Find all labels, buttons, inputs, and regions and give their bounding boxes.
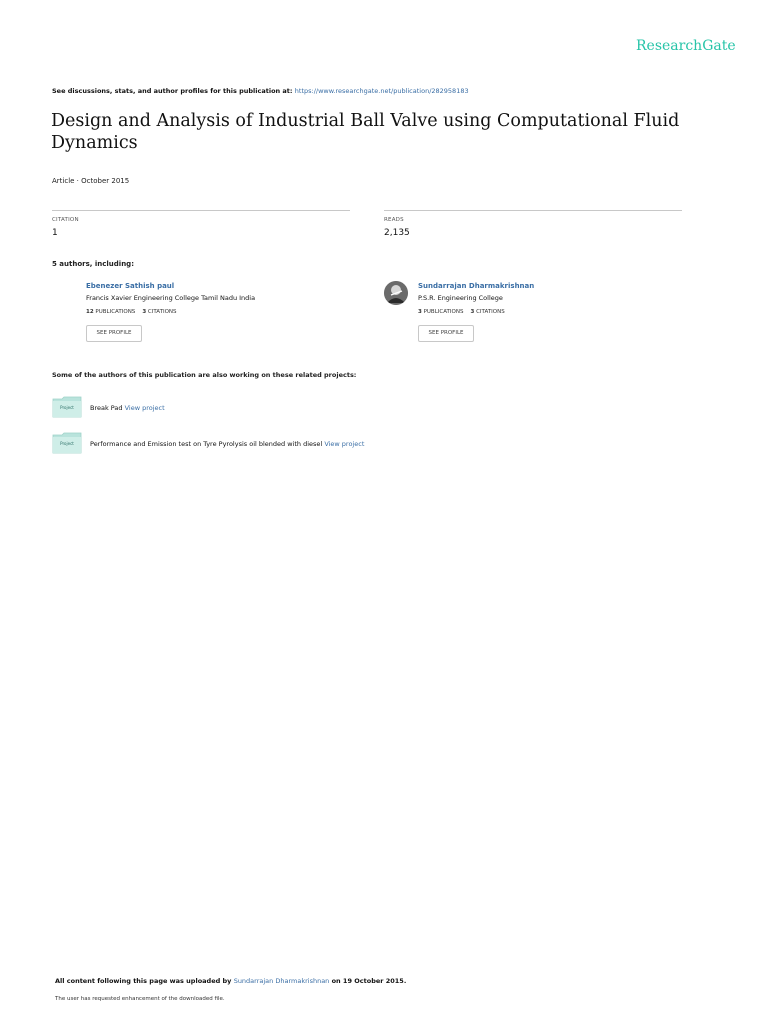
- view-project-link[interactable]: View project: [124, 404, 165, 412]
- publication-meta: Article · October 2015: [52, 177, 130, 185]
- authors-heading: 5 authors, including:: [52, 260, 134, 268]
- project-icon-label: Project: [60, 405, 74, 410]
- citation-value: 1: [52, 228, 58, 238]
- view-project-link[interactable]: View project: [324, 440, 365, 448]
- author-card: [384, 281, 684, 346]
- publications-label: PUBLICATIONS: [423, 309, 464, 315]
- avatar-photo-icon: [384, 281, 408, 305]
- upload-prefix: All content following this page was uploaded by: [55, 977, 232, 985]
- author-name-link[interactable]: Ebenezer Sathish paul: [86, 282, 175, 290]
- project-item: [52, 396, 552, 420]
- author-stats: [418, 309, 505, 315]
- project-folder-icon: [52, 396, 82, 418]
- researchgate-logo[interactable]: ResearchGate: [636, 38, 736, 54]
- project-name: Performance and Emission test on Tyre Pyrolysis oil blended with diesel: [90, 440, 323, 448]
- citations-count: 3: [142, 309, 147, 315]
- project-item: [52, 432, 652, 456]
- avatar[interactable]: [52, 281, 76, 305]
- publication-title: Design and Analysis of Industrial Ball Valve using Computational Fluid Dynamics: [51, 111, 680, 153]
- citations-label: CITATIONS: [476, 309, 505, 315]
- author-institution: P.S.R. Engineering College: [418, 294, 503, 302]
- uploader-link[interactable]: Sundarrajan Dharmakrishnan: [233, 977, 330, 985]
- see-profile-button[interactable]: SEE PROFILE: [418, 325, 474, 342]
- project-text: [90, 440, 364, 448]
- discussion-line: [52, 87, 469, 95]
- author-stats: [86, 309, 177, 315]
- upload-suffix: on 19 October 2015.: [331, 977, 407, 985]
- citation-label: CITATION: [52, 217, 79, 223]
- citations-label: CITATIONS: [147, 309, 177, 315]
- publications-label: PUBLICATIONS: [95, 309, 136, 315]
- project-text: [90, 404, 165, 412]
- enhancement-note: The user has requested enhancement of the downloaded file.: [55, 996, 225, 1002]
- upload-note: [55, 977, 406, 985]
- project-folder-icon: [52, 432, 82, 454]
- project-icon-label: Project: [60, 441, 74, 446]
- author-name-link[interactable]: Sundarrajan Dharmakrishnan: [418, 282, 535, 290]
- project-name: Break Pad: [90, 404, 123, 412]
- publications-count: 12: [86, 309, 94, 315]
- avatar[interactable]: [384, 281, 408, 305]
- projects-heading: Some of the authors of this publication are also working on these related projects:: [52, 371, 357, 379]
- author-institution: Francis Xavier Engineering College Tamil Nadu India: [86, 294, 256, 302]
- citations-count: 3: [470, 309, 475, 315]
- reads-value: 2,135: [384, 228, 410, 238]
- citation-divider: [52, 210, 350, 211]
- see-profile-button[interactable]: SEE PROFILE: [86, 325, 142, 342]
- publications-count: 3: [418, 309, 422, 315]
- author-card: [52, 281, 352, 346]
- discussion-prefix: See discussions, stats, and author profiles for this publication at:: [52, 87, 293, 95]
- publication-url-link[interactable]: https://www.researchgate.net/publication/282958183: [294, 87, 469, 95]
- reads-label: READS: [384, 217, 404, 223]
- reads-divider: [384, 210, 682, 211]
